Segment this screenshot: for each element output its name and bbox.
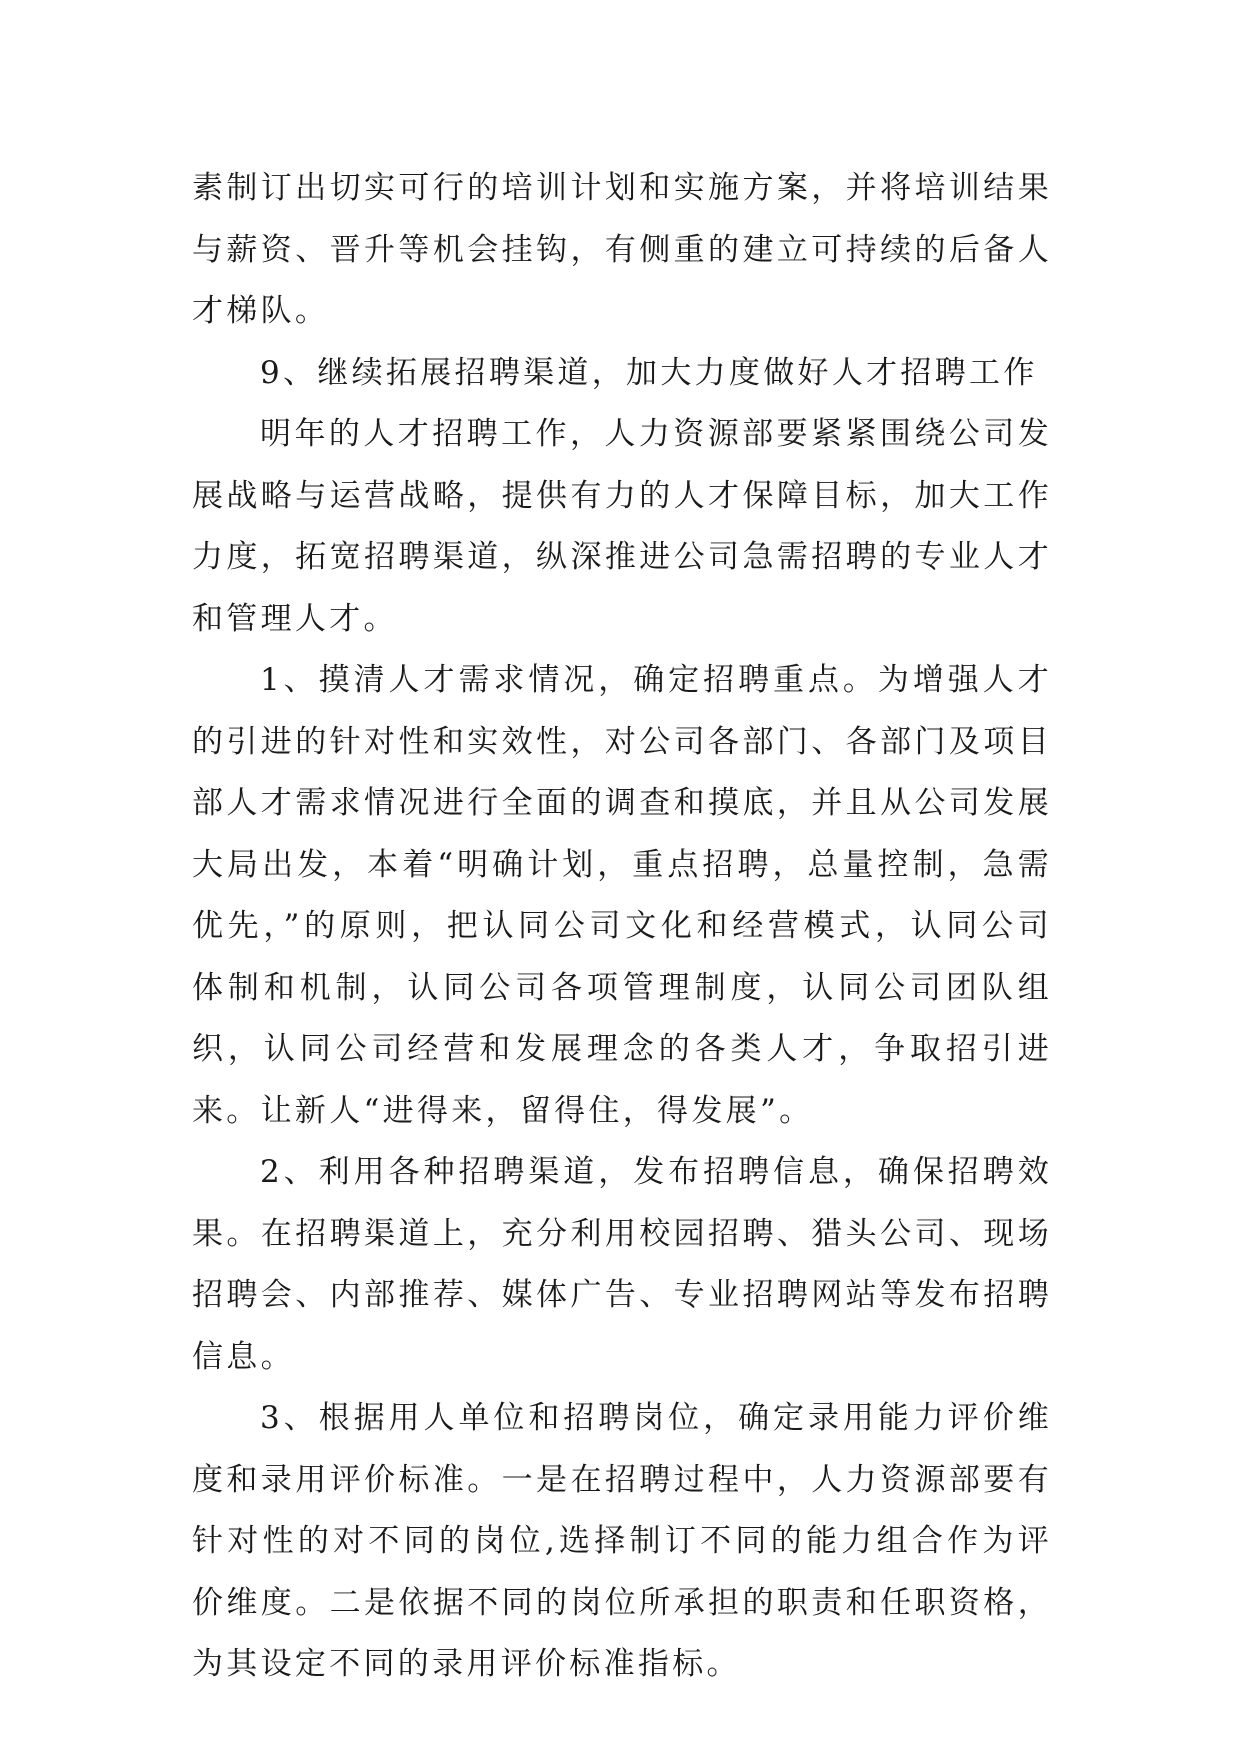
paragraph-recruitment-info: 2、利用各种招聘渠道，发布招聘信息，确保招聘效果。在招聘渠道上，充分利用校园招聘、猎头公司、现场招聘会、内部推荐、媒体广告、专业招聘网站等发布招聘信息。 (192, 1154, 1052, 1375)
document-body (192, 158, 1052, 1696)
paragraph-recruitment-goals: 明年的人才招聘工作，人力资源部要紧紧围绕公司发展战略与运营战略，提供有力的人才保障目标，加大工作力度，拓宽招聘渠道，纵深推进公司急需招聘的专业人才和管理人才。 (192, 416, 1052, 637)
paragraph-evaluation-standards: 3、根据用人单位和招聘岗位，确定录用能力评价维度和录用评价标准。一是在招聘过程中，人力资源部要有针对性的对不同的岗位,选择制订不同的能力组合作为评价维度。二是依据不同的岗位所承担的职责和任职资格，为其设定不同的录用评价标准指标。 (192, 1400, 1052, 1682)
paragraph-training-plan: 素制订出切实可行的培训计划和实施方案，并将培训结果与薪资、晋升等机会挂钩，有侧重的建立可持续的后备人才梯队。 (192, 170, 1052, 329)
paragraph-talent-demand: 1、摸清人才需求情况，确定招聘重点。为增强人才的引进的针对性和实效性，对公司各部门、各部门及项目部人才需求情况进行全面的调查和摸底，并且从公司发展大局出发，本着“明确计划，重点招聘，总量控制，急需优先，”的原则，把认同公司文化和经营模式，认同公司体制和机制，认同公司各项管理制度，认同公司团队组织，认同公司经营和发展理念的各类人才，争取招引进来。让新人“进得来，留得住，得发展”。 (192, 662, 1052, 1129)
heading-recruitment-channels: 9、继续拓展招聘渠道，加大力度做好人才招聘工作 (260, 354, 1038, 391)
